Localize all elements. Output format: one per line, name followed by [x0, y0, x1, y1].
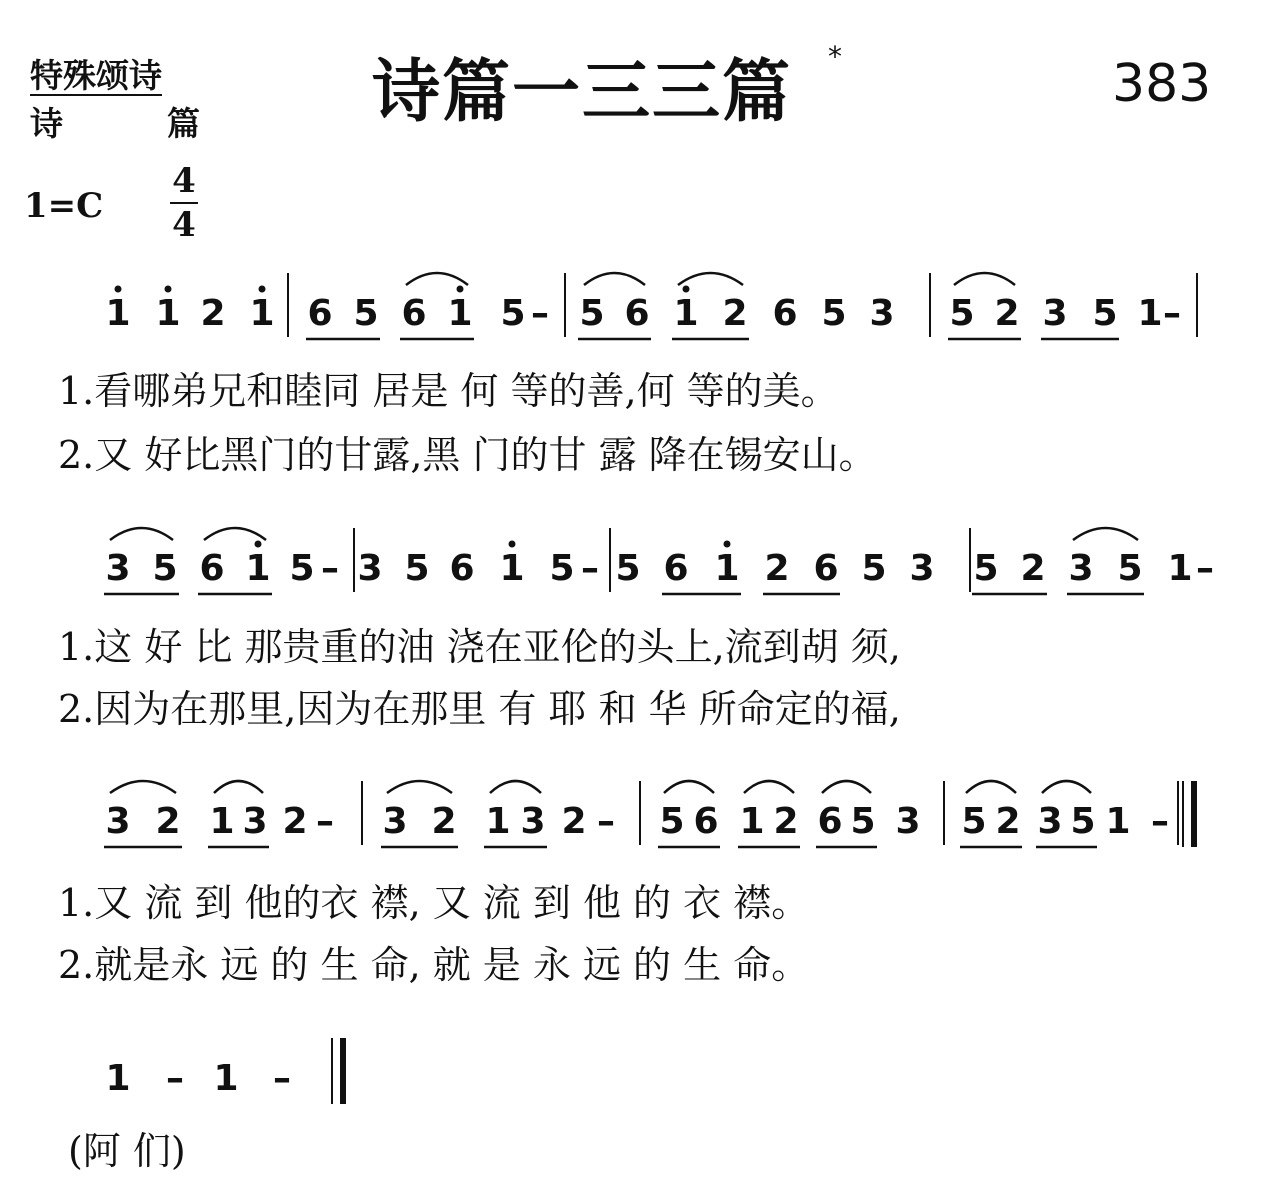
note-6: 6	[401, 293, 427, 334]
slur-arc	[678, 273, 743, 285]
note-2: 2	[773, 801, 799, 842]
note-6: 6	[693, 801, 719, 842]
note-5: 5	[615, 548, 641, 589]
note-5: 5	[1092, 293, 1118, 334]
slur-arc	[110, 781, 176, 793]
note-3: 3	[909, 548, 935, 589]
note-1: 1	[447, 293, 473, 334]
note-5: 5	[861, 548, 887, 589]
slur-arc	[406, 273, 468, 285]
note-2: 2	[431, 801, 457, 842]
note-3: 3	[869, 293, 895, 334]
note-1: 1	[105, 1058, 131, 1099]
slur-arc	[1042, 781, 1091, 793]
octave-dot	[509, 541, 516, 548]
note-5: 5	[961, 801, 987, 842]
note-1: 1	[1137, 293, 1163, 334]
slur-arc	[822, 781, 871, 793]
note-dash: –	[321, 548, 339, 589]
note-3: 3	[105, 548, 131, 589]
note-5: 5	[949, 293, 975, 334]
time-signature: 4 4	[166, 162, 202, 244]
note-2: 2	[282, 801, 308, 842]
note-dash: –	[597, 801, 615, 842]
octave-dot	[115, 286, 122, 293]
note-5: 5	[1070, 801, 1096, 842]
lyric-line: 1.又 流 到 他的衣 襟, 又 流 到 他 的 衣 襟。	[58, 881, 810, 925]
note-dash: –	[581, 548, 599, 589]
lyric-line: 1.看哪弟兄和睦同 居是 何 等的善,何 等的美。	[58, 369, 839, 413]
slur-arc	[966, 781, 1016, 793]
octave-dot	[255, 541, 262, 548]
amen-lyric: (阿 们)	[68, 1129, 186, 1173]
note-5: 5	[404, 548, 430, 589]
note-1: 1	[739, 801, 765, 842]
note-1: 1	[249, 293, 275, 334]
note-3: 3	[382, 801, 408, 842]
note-dash: –	[1196, 548, 1214, 589]
note-2: 2	[764, 548, 790, 589]
note-5: 5	[549, 548, 575, 589]
lyric-line: 1.这 好 比 那贵重的油 浇在亚伦的头上,流到胡 须,	[58, 625, 901, 669]
slur-arc	[584, 273, 645, 285]
note-3: 3	[1037, 801, 1063, 842]
hymn-title: 诗篇一三三篇	[372, 52, 793, 132]
octave-dot	[457, 286, 464, 293]
note-1: 1	[209, 801, 235, 842]
note-5: 5	[850, 801, 876, 842]
note-dash: –	[316, 801, 334, 842]
note-6: 6	[449, 548, 475, 589]
note-1: 1	[155, 293, 181, 334]
note-5: 5	[579, 293, 605, 334]
slur-arc	[954, 273, 1015, 285]
category-sub-label: 诗 篇	[30, 104, 200, 143]
note-3: 3	[1042, 293, 1068, 334]
note-5: 5	[353, 293, 379, 334]
note-2: 2	[561, 801, 587, 842]
slur-arc	[664, 781, 714, 793]
note-6: 6	[624, 293, 650, 334]
slur-arc	[204, 528, 266, 540]
note-1: 1	[499, 548, 525, 589]
note-dash: –	[531, 293, 549, 334]
note-1: 1	[673, 293, 699, 334]
note-3: 3	[520, 801, 546, 842]
note-2: 2	[1020, 548, 1046, 589]
note-3: 3	[242, 801, 268, 842]
slur-arc	[214, 781, 263, 793]
note-1: 1	[1105, 801, 1131, 842]
note-5: 5	[1117, 548, 1143, 589]
note-3: 3	[105, 801, 131, 842]
octave-dot	[259, 286, 266, 293]
lyric-line: 2.又 好比黑门的甘露,黑 门的甘 露 降在锡安山。	[58, 433, 877, 477]
note-1: 1	[485, 801, 511, 842]
note-2: 2	[155, 801, 181, 842]
hymn-number: 383	[1112, 54, 1212, 114]
note-5: 5	[973, 548, 999, 589]
note-6: 6	[663, 548, 689, 589]
slur-arc	[744, 781, 794, 793]
note-2: 2	[995, 801, 1021, 842]
note-1: 1	[714, 548, 740, 589]
note-3: 3	[357, 548, 383, 589]
note-5: 5	[821, 293, 847, 334]
note-3: 3	[1068, 548, 1094, 589]
note-6: 6	[307, 293, 333, 334]
slur-arc	[110, 528, 173, 540]
title-footnote-mark: *	[828, 40, 842, 73]
slur-arc	[490, 781, 541, 793]
slur-arc	[387, 781, 452, 793]
note-dash: –	[1163, 293, 1181, 334]
note-1: 1	[213, 1058, 239, 1099]
octave-dot	[724, 541, 731, 548]
octave-dot	[683, 286, 690, 293]
octave-dot	[165, 286, 172, 293]
note-6: 6	[772, 293, 798, 334]
note-5: 5	[152, 548, 178, 589]
slur-arc	[1073, 528, 1138, 540]
note-5: 5	[659, 801, 685, 842]
lyric-line: 2.因为在那里,因为在那里 有 耶 和 华 所命定的福,	[58, 687, 901, 731]
note-6: 6	[813, 548, 839, 589]
note-1: 1	[105, 293, 131, 334]
note-dash: –	[1151, 801, 1169, 842]
category-label: 特殊颂诗	[30, 56, 162, 95]
note-dash: –	[166, 1058, 184, 1099]
note-2: 2	[722, 293, 748, 334]
note-1: 1	[245, 548, 271, 589]
note-6: 6	[199, 548, 225, 589]
note-dash: –	[273, 1058, 291, 1099]
note-5: 5	[289, 548, 315, 589]
note-2: 2	[200, 293, 226, 334]
key-signature: 1=C	[24, 186, 104, 226]
note-5: 5	[500, 293, 526, 334]
note-1: 1	[1167, 548, 1193, 589]
note-3: 3	[895, 801, 921, 842]
note-6: 6	[817, 801, 843, 842]
lyric-line: 2.就是永 远 的 生 命, 就 是 永 远 的 生 命。	[58, 943, 810, 987]
note-2: 2	[994, 293, 1020, 334]
